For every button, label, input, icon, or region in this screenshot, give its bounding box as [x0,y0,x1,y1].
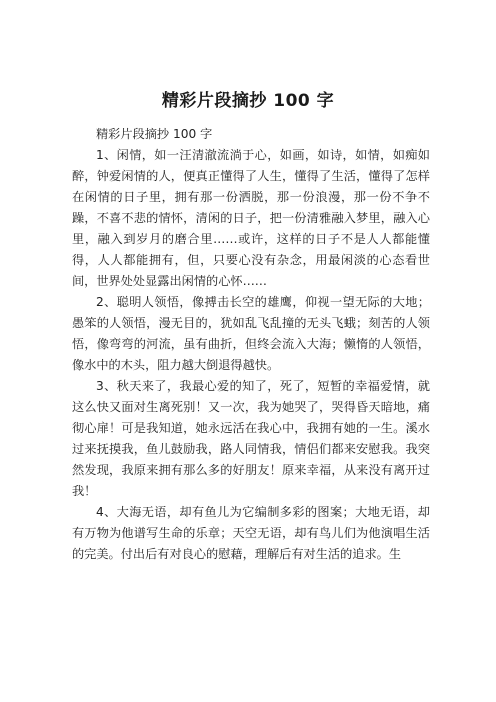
document-title: 精彩片段摘抄 100 字 [161,91,335,111]
paragraph-1: 1、闲情，如一汪清澈流淌于心，如画，如诗，如情，如痴如醉，钟爱闲情的人，便真正懂得了人生，懂得了生活，懂得了怎样在闲情的日子里，拥有那一份洒脱，那一份浪漫，那一份不争不躁，不喜不悲的情怀，清闲的日子，把一份清雅融入梦里，融入心里，融入到岁月的磨合里……或许，这样的日子不是人人都能懂得，人人都能拥有，但，只要心没有杂念，用最闲淡的心态看世间，世界处处显露出闲情的心怀…… [72,148,430,288]
paragraph-2: 2、聪明人领悟，像搏击长空的雄鹰，仰视一望无际的大地；愚笨的人领悟，漫无目的，犹如乱飞乱撞的无头飞蛾；刻苦的人领悟，像弯弯的河流，虽有曲折，但终会流入大海；懒惰的人领悟，像水中的木头，阻力越大倒退得越快。 [72,295,430,372]
document-body [72,124,430,565]
paragraph-subtitle: 精彩片段摘抄 100 字 [96,127,213,141]
paragraph-3: 3、秋天来了，我最心爱的知了，死了，短暂的幸福爱情，就这么快又面对生离死别！又一次，我为她哭了，哭得昏天暗地，痛彻心扉！可是我知道，她永远活在我心中，我拥有她的一生。溪水过来抚摸我，鱼儿鼓励我，路人同情我，情侣们都来安慰我。我突然发现，我原来拥有那么多的好朋友！原来幸福，从来没有离开过我！ [72,379,430,498]
paragraph-4: 4、大海无语，却有鱼儿为它编制多彩的图案；大地无语，却有万物为他谱写生命的乐章；天空无语，却有鸟儿们为他演唱生活的完美。付出后有对良心的慰藉，理解后有对生活的追求。生 [72,505,430,561]
